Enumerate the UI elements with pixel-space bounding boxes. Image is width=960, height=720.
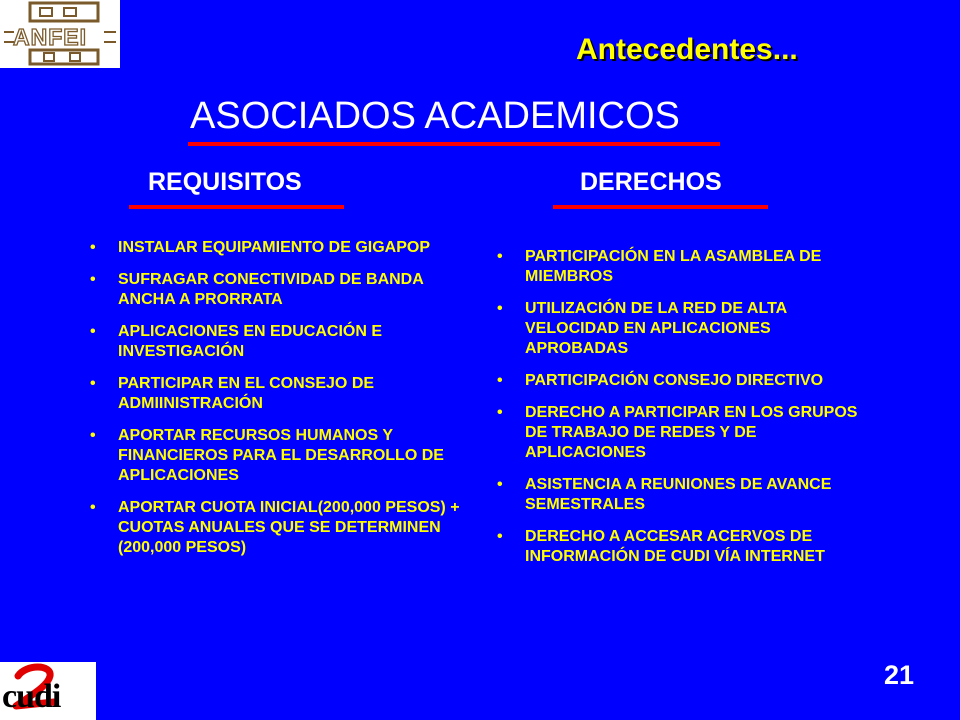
list-item: [497, 371, 867, 391]
cudi-logo: [0, 662, 96, 720]
list-item-text: PARTICIPACIÓN EN LA ASAMBLEA DE MIEMBROS: [525, 248, 822, 285]
list-item: [90, 322, 468, 362]
list-item: [90, 426, 468, 486]
list-item-text: ASISTENCIA A REUNIONES DE AVANCE SEMESTRALES: [525, 476, 832, 513]
bullet-icon: •: [90, 239, 96, 256]
list-item-text: DERECHO A ACCESAR ACERVOS DE INFORMACIÓN DE CUDI VÍA INTERNET: [525, 528, 825, 565]
list-item-text: DERECHO A PARTICIPAR EN LOS GRUPOS DE TRABAJO DE REDES Y DE APLICACIONES: [525, 404, 858, 461]
bullet-icon: •: [497, 476, 503, 493]
list-item: [90, 270, 468, 310]
rights-list: [497, 247, 867, 579]
list-item: [497, 247, 867, 287]
list-item-text: APORTAR RECURSOS HUMANOS Y FINANCIEROS PARA EL DESARROLLO DE APLICACIONES: [118, 427, 444, 484]
bullet-icon: •: [90, 375, 96, 392]
bullet-icon: •: [497, 372, 503, 389]
rights-heading: DERECHOS: [580, 168, 722, 196]
bullet-icon: •: [497, 528, 503, 545]
bullet-icon: •: [497, 300, 503, 317]
list-item-text: SUFRAGAR CONECTIVIDAD DE BANDA ANCHA A PRORRATA: [118, 271, 424, 308]
list-item-text: INSTALAR EQUIPAMIENTO DE GIGAPOP: [118, 239, 431, 256]
bullet-icon: •: [497, 248, 503, 265]
requirements-heading: REQUISITOS: [148, 168, 302, 196]
list-item: [90, 498, 468, 558]
list-item: [497, 527, 867, 567]
bullet-icon: •: [497, 404, 503, 421]
cudi-logo-text: cudi: [2, 678, 61, 715]
bullet-icon: •: [90, 499, 96, 516]
list-item-text: UTILIZACIÓN DE LA RED DE ALTA VELOCIDAD EN APLICACIONES APROBADAS: [525, 300, 787, 357]
bullet-icon: •: [90, 271, 96, 288]
rights-underline: [553, 205, 768, 209]
section-title: Antecedentes...: [576, 33, 798, 66]
bullet-icon: •: [90, 427, 96, 444]
requirements-list: [90, 238, 468, 570]
list-item-text: PARTICIPAR EN EL CONSEJO DE ADMIINISTRACIÓN: [118, 375, 375, 412]
list-item: [497, 299, 867, 359]
requirements-underline: [129, 205, 344, 209]
page-title: ASOCIADOS ACADEMICOS: [190, 95, 680, 137]
anfei-logo: [0, 0, 120, 68]
list-item-text: APLICACIONES EN EDUCACIÓN E INVESTIGACIÓN: [118, 323, 383, 360]
anfei-logo-text: ANFEI: [13, 24, 87, 50]
list-item: [90, 238, 468, 258]
page-number: 21: [884, 660, 915, 690]
list-item-text: PARTICIPACIÓN CONSEJO DIRECTIVO: [525, 372, 824, 389]
list-item-text: APORTAR CUOTA INICIAL(200,000 PESOS) + CUOTAS ANUALES QUE SE DETERMINEN (200,000 PESOS): [118, 499, 460, 556]
bullet-icon: •: [90, 323, 96, 340]
list-item: [497, 403, 867, 463]
list-item: [497, 475, 867, 515]
list-item: [90, 374, 468, 414]
title-underline: [188, 142, 720, 146]
